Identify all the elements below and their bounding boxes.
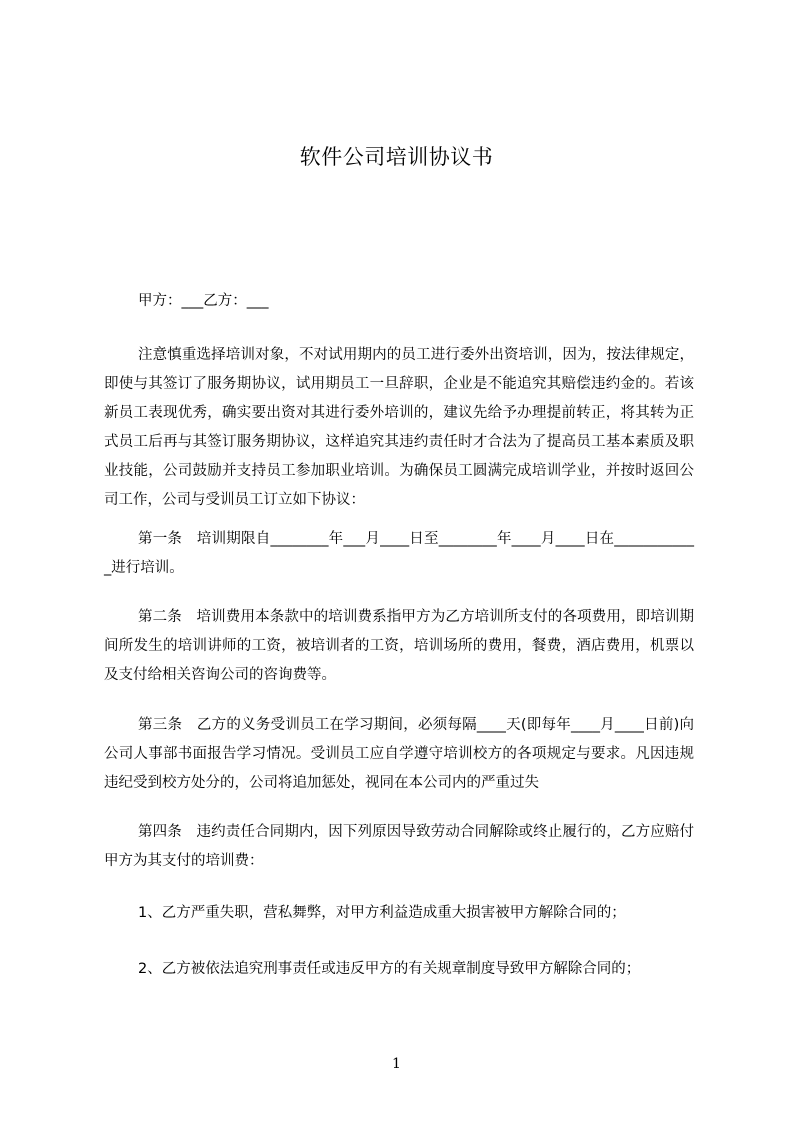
clause-item-2: 2、乙方被依法追究刑事责任或违反甲方的有关规章制度导致甲方解除合同的；	[138, 961, 641, 977]
article-1: 第一条 培训期限自________年___月____日至________年____月____日在____________进行培训。	[104, 531, 694, 576]
article-2: 第二条 培训费用本条款中的培训费系指甲方为乙方培训所支付的各项费用，即培训期间所发生的培训讲师的工资，被培训者的工资，培训场所的费用，餐费，酒店费用，机票以及支付给相关咨询公司的咨询费等。	[104, 609, 694, 683]
article-3: 第三条 乙方的义务受训员工在学习期间，必须每隔____天(即每年____月____日前)向公司人事部书面报告学习情况。受训员工应自学遵守培训校方的各项规定与要求。凡因违规违纪受到校方处分的，公司将追加惩处，视同在本公司内的严重过失	[104, 717, 694, 791]
clause-item-1: 1、乙方严重失职，营私舞弊，对甲方利益造成重大损害被甲方解除合同的；	[138, 905, 626, 921]
document-title: 软件公司培训协议书	[299, 145, 494, 169]
parties-line: 甲方：___乙方：___	[138, 293, 269, 309]
intro-paragraph: 注意慎重选择培训对象，不对试用期内的员工进行委外出资培训，因为，按法律规定，即使与其签订了服务期协议，试用期员工一旦辞职，企业是不能追究其赔偿违约金的。若该新员工表现优秀，确实要出资对其进行委外培训的，建议先给予办理提前转正，将其转为正式员工后再与其签订服务期协议，这样追究其违约责任时才合法为了提高员工基本素质及职业技能，公司鼓励并支持员工参加职业培训。为确保员工圆满完成培训学业，并按时返回公司工作，公司与受训员工订立如下协议：	[104, 347, 694, 508]
article-4: 第四条 违约责任合同期内，因下列原因导致劳动合同解除或终止履行的，乙方应赔付甲方为其支付的培训费：	[104, 824, 694, 869]
page-number: 1	[392, 1056, 401, 1072]
